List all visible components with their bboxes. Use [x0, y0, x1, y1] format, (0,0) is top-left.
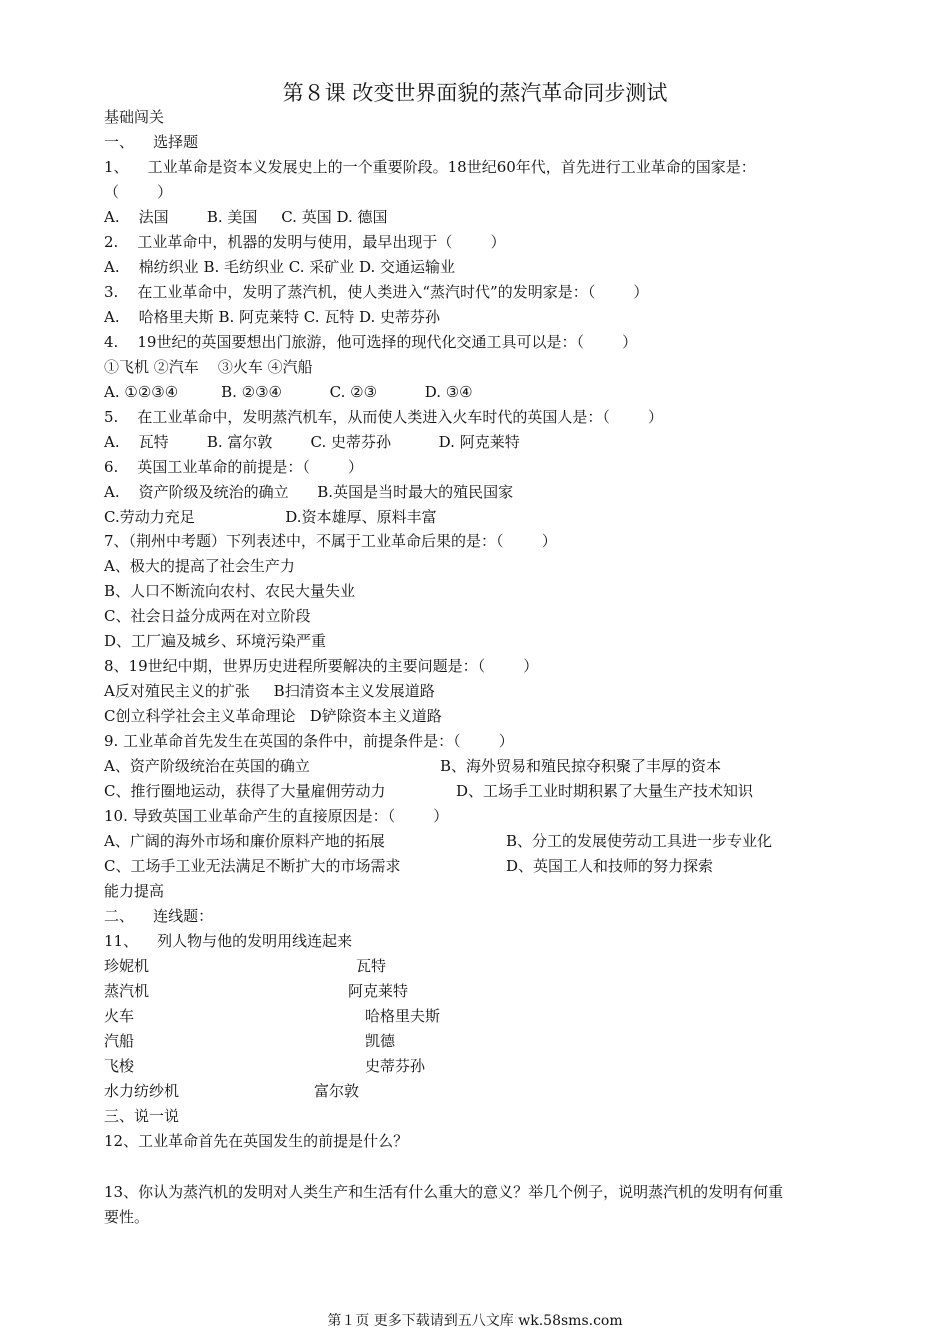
section-label: 能力提高	[104, 882, 165, 900]
option-a: A、资产阶级统治在英国的确立	[104, 757, 310, 775]
question-line: 1、 工业革命是资本义发展史上的一个重要阶段。18世纪60年代，首先进行工业革命的国家是：	[104, 158, 756, 176]
option-b: B、分工的发展使劳动工具进一步专业化	[506, 832, 773, 850]
option-line: C、社会日益分成两在对立阶段	[104, 607, 311, 625]
question-line: 6. 英国工业革命的前提是：（ ）	[104, 458, 364, 476]
question-line: 3. 在工业革命中，发明了蒸汽机，使人类进入“蒸汽时代”的发明家是：（ ）	[104, 283, 649, 301]
option-line: A. 资产阶级及统治的确立 B.英国是当时最大的殖民国家	[104, 483, 514, 501]
section-heading: 二、 连线题：	[104, 907, 214, 925]
option-line: B、人口不断流向农村、农民大量失业	[104, 582, 356, 600]
option-line: A. 棉纺织业 B. 毛纺织业 C. 采矿业 D. 交通运输业	[104, 258, 456, 276]
option-line: A. 瓦特 B. 富尔敦 C. 史蒂芬孙 D. 阿克莱特	[104, 433, 520, 451]
section-heading: 一、 选择题	[104, 133, 199, 151]
question-line: 5. 在工业革命中，发明蒸汽机车，从而使人类进入火车时代的英国人是：（ ）	[104, 408, 664, 426]
option-line: C创立科学社会主义革命理论 D铲除资本主义道路	[104, 707, 442, 725]
question-line: 10. 导致英国工业革命产生的直接原因是：（ ）	[104, 807, 449, 825]
option-d: D、工场手工业时期积累了大量生产技术知识	[456, 782, 754, 800]
section-heading: 三、说一说	[104, 1107, 180, 1125]
option-line: A. 哈格里夫斯 B. 阿克莱特 C. 瓦特 D. 史蒂芬孙	[104, 308, 441, 326]
option-b: B、海外贸易和殖民掠夺积聚了丰厚的资本	[440, 757, 722, 775]
option-line: ①飞机 ②汽车 ③火车 ④汽船	[104, 358, 313, 376]
question-line: 11、 列人物与他的发明用线连起来	[104, 932, 353, 950]
match-left-item: 蒸汽机	[104, 982, 150, 1000]
match-right-item: 瓦特	[356, 957, 387, 975]
page-footer: 第１页 更多下载请到五八文库 wk.58sms.com	[327, 1313, 623, 1329]
option-line: A反对殖民主义的扩张 B扫清资本主义发展道路	[104, 682, 435, 700]
question-line: 12、工业革命首先在英国发生的前提是什么？	[104, 1132, 409, 1150]
option-line: A、极大的提高了社会生产力	[104, 557, 295, 575]
match-left-item: 飞梭	[104, 1057, 135, 1075]
option-line: D、工厂遍及城乡、环境污染严重	[104, 632, 327, 650]
match-right-item: 凯德	[365, 1032, 396, 1050]
question-line: 要性。	[104, 1208, 150, 1226]
question-line: 8、19世纪中期，世界历史进程所要解决的主要问题是：（ ）	[104, 657, 539, 675]
option-c: C、推行圈地运动，获得了大量雇佣劳动力	[104, 782, 386, 800]
match-left-item: 火车	[104, 1007, 135, 1025]
match-right-item: 富尔敦	[314, 1082, 360, 1100]
match-left-item: 汽船	[104, 1032, 135, 1050]
option-line: A. 法国 B. 美国 C. 英国 D. 德国	[104, 208, 388, 226]
option-line: A. ①②③④ B. ②③④ C. ②③ D. ③④	[104, 383, 473, 401]
question-line: 7、（荆州中考题）下列表述中，不属于工业革命后果的是：（ ）	[104, 532, 557, 550]
question-line: 2. 工业革命中，机器的发明与使用，最早出现于（ ）	[104, 233, 506, 251]
match-right-item: 阿克莱特	[348, 982, 409, 1000]
option-line: C.劳动力充足 D.资本雄厚、原料丰富	[104, 508, 437, 526]
match-right-item: 史蒂芬孙	[365, 1057, 426, 1075]
page-title: 第８课 改变世界面貌的蒸汽革命同步测试	[282, 81, 668, 105]
match-left-item: 珍妮机	[104, 957, 150, 975]
match-right-item: 哈格里夫斯	[365, 1007, 441, 1025]
match-left-item: 水力纺纱机	[104, 1082, 180, 1100]
option-a: A、广阔的海外市场和廉价原料产地的拓展	[104, 832, 385, 850]
option-c: C、工场手工业无法满足不断扩大的市场需求	[104, 857, 401, 875]
question-line: 4. 19世纪的英国要想出门旅游，他可选择的现代化交通工具可以是：（ ）	[104, 333, 638, 351]
question-line: 13、你认为蒸汽机的发明对人类生产和生活有什么重大的意义？举几个例子，说明蒸汽机的发明有何重	[104, 1183, 784, 1201]
question-line: 9. 工业革命首先发生在英国的条件中，前提条件是：（ ）	[104, 732, 514, 750]
answer-blank: （ ）	[104, 183, 173, 201]
section-label: 基础闯关	[104, 108, 165, 126]
option-d: D、英国工人和技师的努力探索	[506, 857, 714, 875]
